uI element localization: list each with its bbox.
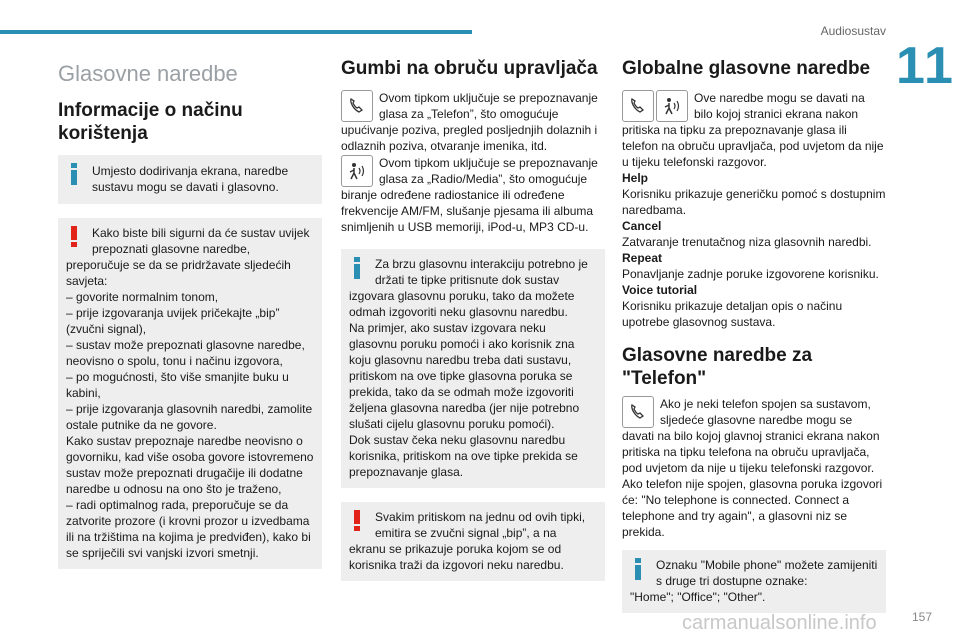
- voice-button-item: [341, 155, 605, 235]
- top-accent-bar: [0, 30, 472, 34]
- command-name: Cancel: [622, 219, 662, 233]
- warning-line: – prije izgovaranja uvijek pričekajte „bip” (zvučni signal),: [66, 306, 280, 336]
- phone-icon: [622, 396, 654, 428]
- command-desc: Ponavljanje zadnje poruke izgovorene korisniku.: [622, 267, 879, 281]
- phone-commands-heading: Glasovne naredbe za "Telefon": [622, 345, 813, 389]
- voice-button-text: Ovom tipkom uključuje se prepoznavanje glasa za „Radio/Media”, što omogućuje biranje određene radiostanice ili određene frekvencije AM/FM, slušanje pjesama ili albuma snimljenih u USB memoriji, iPod-u, MP3 CD-u.: [341, 156, 598, 234]
- command-name: Repeat: [622, 251, 663, 265]
- voice-command-icon: [341, 155, 373, 187]
- info-icon: [353, 257, 361, 279]
- command-desc: Zatvaranje trenutačnog niza glasovnih naredbi.: [622, 235, 872, 249]
- column-3: [622, 55, 886, 623]
- phone-commands-intro: [622, 396, 886, 476]
- voice-command-icon: [656, 90, 688, 122]
- info-line: Dok sustav čeka neku glasovnu naredbu korisnika, pritiskom na ove tipke prekida se prepoznavanje glasa.: [349, 433, 578, 479]
- info-box: [341, 249, 605, 488]
- warning-box: [58, 218, 322, 569]
- info-box: [58, 155, 322, 204]
- warning-first-line: Kako biste bili sigurni da će sustav uvijek prepoznati glasovne naredbe,: [92, 226, 310, 256]
- global-intro: [622, 90, 886, 170]
- phone-button-text: Ovom tipkom uključuje se prepoznavanje glasa za „Telefon”, što omogućuje upućivanje poziva, pregled posljednjih dolaznih i odlaznih poziva, otvaranje imenika, itd.: [341, 91, 598, 153]
- command-desc: Korisniku prikazuje generičku pomoć s dostupnim naredbama.: [622, 187, 886, 217]
- column-2: [341, 55, 605, 591]
- info-icon: [70, 163, 78, 185]
- info-first-line: Oznaku "Mobile phone" možete zamijeniti s druge tri dostupne oznake:: [656, 558, 878, 588]
- info-icon: [634, 558, 642, 580]
- info-line: Na primjer, ako sustav izgovara neku glasovnu poruku pomoći i ako korisnik zna koju glasovnu naredbu treba dati sustavu, pritiskom na ove tipke glasovna poruka se prekida, tako da se odmah može izgovoriti željena glasovna naredba (jer nije potrebno slušati cijelu glasovnu poruku pomoći).: [349, 321, 580, 431]
- page-title: Glasovne naredbe: [58, 61, 238, 86]
- warning-first-line: Svakim pritiskom na jednu od ovih tipki, emitira se zvučni signal „bip”, a na: [375, 510, 586, 540]
- warning-box: [341, 502, 605, 581]
- warning-line: – sustav može prepoznati glasovne naredbe, neovisno o spolu, tonu i načinu izgovora,: [66, 338, 305, 368]
- warning-line: – govorite normalnim tonom,: [66, 290, 219, 304]
- command-desc: Korisniku prikazuje detaljan opis o načinu upotrebe glasovnog sustava.: [622, 299, 843, 329]
- info-box: [622, 550, 886, 613]
- phone-icon: [341, 90, 373, 122]
- phone-icon: [622, 90, 654, 122]
- info-line: izgovara glasovnu poruku, tako da možete odmah izgovoriti neku glasovnu naredbu.: [349, 289, 575, 319]
- warning-line: – radi optimalnog rada, preporučuje se da zatvorite prozore (i krovni prozor u izvedbama ili na tržištima na kojima je predviđen), kako bi se spriječili svi vanjski izvori smetnji.: [66, 498, 311, 560]
- info-line: "Home"; "Office"; "Other".: [630, 590, 766, 604]
- warning-line: ekranu se prikazuje poruka kojom se od korisnika traži da izgovori neku naredbu.: [349, 542, 564, 572]
- warning-icon: [70, 226, 78, 248]
- warning-line: Kako sustav prepoznaje naredbe neovisno o govorniku, kad više osoba govore istovremeno sustav može prepoznati drugačije ili dodatne naredbe u odnosu na ono što je traženo,: [66, 434, 314, 496]
- phone-button-item: [341, 90, 605, 154]
- usage-info-heading: Informacije o načinu korištenja: [58, 100, 243, 144]
- steering-buttons-heading: Gumbi na obruču upravljača: [341, 58, 598, 79]
- warning-line: preporučuje se da se pridržavate sljedećih savjeta:: [66, 258, 291, 288]
- phone-commands-text: Ako je neki telefon spojen sa sustavom, sljedeće glasovne naredbe mogu se davati na bilo kojoj glavnoj stranici ekrana nakon pritiska na tipku telefona na obruču upravljača, pod uvjetom da nije u tijeku telefonski razgovor.: [622, 397, 880, 475]
- column-1: [58, 55, 322, 579]
- global-commands-heading: Globalne glasovne naredbe: [622, 58, 871, 79]
- command-name: Help: [622, 171, 649, 185]
- warning-line: – prije izgovaranja glasovnih naredbi, zamolite ostale putnike da ne govore.: [66, 402, 313, 432]
- watermark: carmanualsonline.info: [682, 612, 877, 634]
- warning-icon: [353, 510, 361, 532]
- phone-not-connected-text: Ako telefon nije spojen, glasovna poruka izgovori će: "No telephone is connected. Connect a telephone and try again", a glasovni niz se prekida.: [622, 477, 883, 539]
- global-intro-text: Ove naredbe mogu se davati na bilo kojoj stranici ekrana nakon pritiska na tipku za prepoznavanje glasa ili telefon na obruču upravljača, pod uvjetom da nije u tijeku telefonski razgovor.: [622, 91, 884, 169]
- warning-line: – po mogućnosti, što više smanjite buku u kabini,: [66, 370, 289, 400]
- section-title: Audiosustav: [820, 24, 886, 38]
- info-text: Umjesto dodirivanja ekrana, naredbe sustavu mogu se davati i glasovno.: [92, 164, 289, 194]
- page-number: 157: [911, 610, 932, 624]
- info-first-line: Za brzu glasovnu interakciju potrebno je držati te tipke pritisnute dok sustav: [375, 257, 588, 287]
- chapter-number: 11: [896, 37, 955, 95]
- command-name: Voice tutorial: [622, 283, 698, 297]
